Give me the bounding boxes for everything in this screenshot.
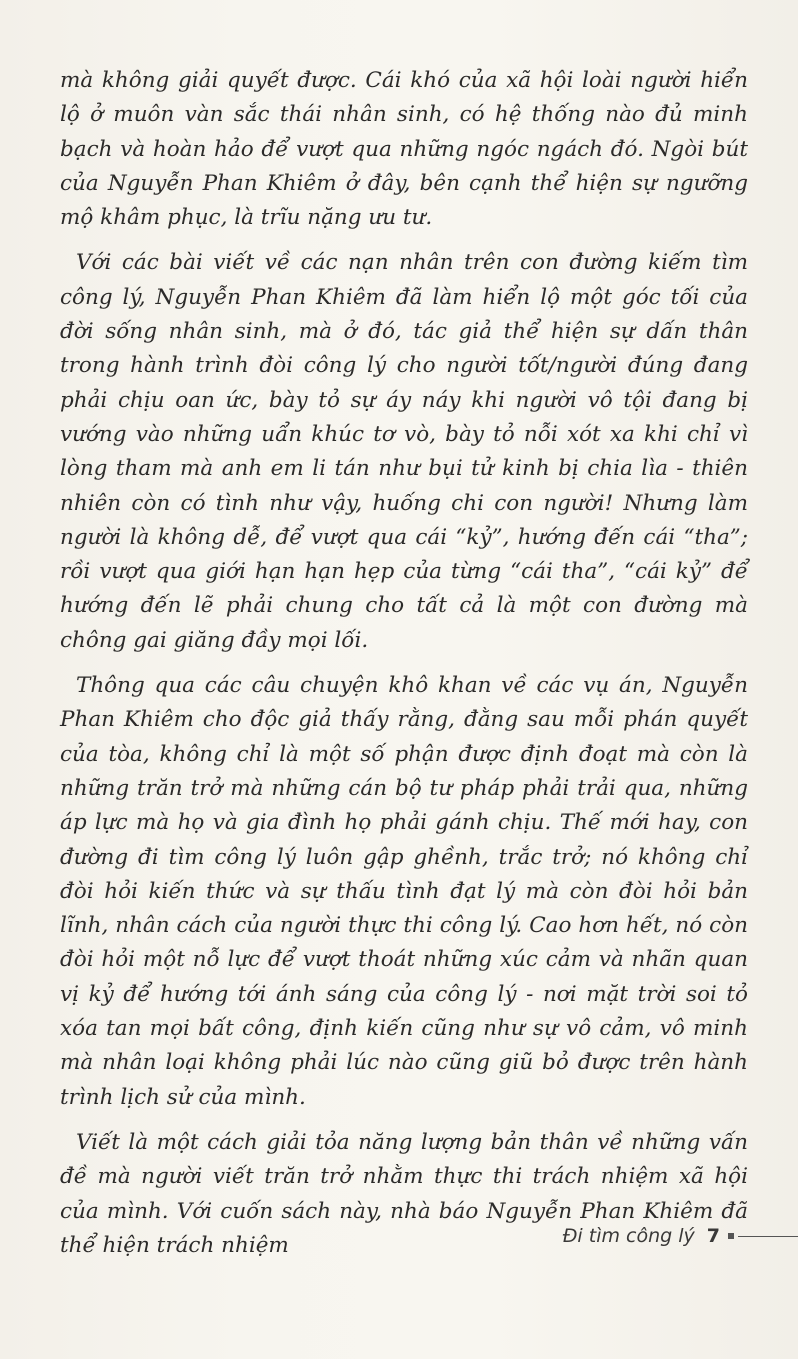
paragraph-2: Với các bài viết về các nạn nhân trên con đường kiếm tìm công lý, Nguyễn Phan Khiêm đã làm hiển lộ một góc tối của đời sống nhân sinh, mà ở đó, tác giả thể hiện sự dấn thân trong hành trình đòi công lý cho người tốt/người đúng đang phải chịu oan ức, bày tỏ sự áy náy khi người vô tội đang bị vướng vào những uẩn khúc tơ vò, bày tỏ nỗi xót xa khi chỉ vì lòng tham mà anh em li tán như bụi tử kinh bị chia lìa - thiên nhiên còn có tình như vậy, huống chi con người! Nhưng làm người là không dễ, để vượt qua cái “kỷ”, hướng đến cái “tha”; rồi vượt qua giới hạn hạn hẹp của từng “cái tha”, “cái kỷ” để hướng đến lẽ phải chung cho tất cả là một con đường mà chông gai giăng đầy mọi lối. [60, 250, 748, 653]
paragraph-1: mà không giải quyết được. Cái khó của xã hội loài người hiển lộ ở muôn vàn sắc thái nhân sinh, có hệ thống nào đủ minh bạch và hoàn hảo để vượt qua những ngóc ngách đó. Ngòi bút của Nguyễn Phan Khiêm ở đây, bên cạnh thể hiện sự ngưỡng mộ khâm phục, là trĩu nặng ưu tư. [60, 68, 748, 231]
running-title: Đi tìm công lý [562, 1225, 695, 1247]
page-footer [563, 1221, 798, 1251]
body-text [60, 64, 748, 1274]
page-number: 7 [706, 1225, 720, 1247]
footer-rule [738, 1236, 798, 1237]
paragraph-3: Thông qua các câu chuyện khô khan về các vụ án, Nguyễn Phan Khiêm cho độc giả thấy rằng, đằng sau mỗi phán quyết của tòa, không chỉ là một số phận được định đoạt mà còn là những trăn trở mà những cán bộ tư pháp phải trải qua, những áp lực mà họ và gia đình họ phải gánh chịu. Thế mới hay, con đường đi tìm công lý luôn gập ghềnh, trắc trở; nó không chỉ đòi hỏi kiến thức và sự thấu tình đạt lý mà còn đòi hỏi bản lĩnh, nhân cách của người thực thi công lý. Cao hơn hết, nó còn đòi hỏi một nỗ lực để vượt thoát những xúc cảm và nhãn quan vị kỷ để hướng tới ánh sáng của công lý - nơi mặt trời soi tỏ xóa tan mọi bất công, định kiến cũng như sự vô cảm, vô minh mà nhân loại không phải lúc nào cũng giũ bỏ được trên hành trình lịch sử của mình. [60, 673, 748, 1110]
paragraph-4: Viết là một cách giải tỏa năng lượng bản thân về những vấn đề mà người viết trăn trở nhằm thực thi trách nhiệm xã hội của mình. Với cuốn sách này, nhà báo Nguyễn Phan Khiêm đã thể hiện trách nhiệm [60, 1129, 748, 1258]
footer-square-icon [728, 1233, 734, 1239]
